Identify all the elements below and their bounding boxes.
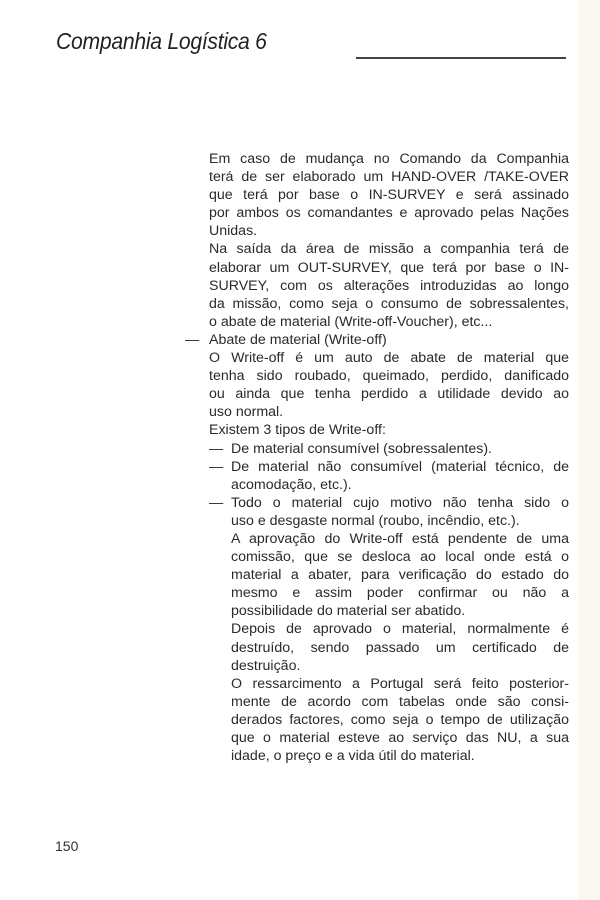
em-dash: — [209,458,224,475]
paragraph-types-intro [209,421,569,439]
em-dash: — [209,440,224,457]
running-header-title: Companhia Logística 6 [56,28,267,54]
text-line: da missão, como seja o consumo de sobressalentes, [209,295,569,312]
em-dash: — [185,331,200,348]
text-line: tenha sido roubado, queimado, perdido, danificado [209,368,569,385]
paragraph-write-off-definition [209,349,569,421]
text-line: De material consumível (sobressalentes). [231,440,492,457]
text-line: mente de acordo com tabelas onde são consi- [231,693,569,710]
text-line: destruído, sendo passado um certificado de [231,639,569,656]
text-line: material a abater, para verificação do estado do [231,567,569,584]
text-line: destruição. [231,657,301,674]
paragraph-approval [231,530,569,620]
text-line: comissão, que se desloca ao local onde está o [231,549,569,566]
text-line: elaborar um OUT-SURVEY, que terá por base o IN- [209,259,569,276]
text-line: por ambos os comandantes e aprovado pelas Nações [209,205,569,222]
body-text [185,150,569,765]
header-rule [356,57,566,59]
list-item [209,458,569,494]
text-line: que o material esteve ao serviço das NU, a sua [231,730,569,746]
page-edge [578,0,600,900]
text-line: O ressarcimento a Portugal será feito posterior- [231,675,569,692]
paragraph-out-survey [209,240,569,330]
text-line: Em caso de mudança no Comando da Companhia [209,151,569,167]
section-heading-write-off [185,331,569,349]
em-dash: — [209,494,224,511]
paragraph-hand-over [209,150,569,240]
text-line: mesmo e assim poder confirmar ou não a [231,585,569,602]
list-item [209,494,569,530]
text-line: acomodação, etc.). [231,476,352,493]
text-line: uso normal. [209,404,284,421]
text-line: De material não consumível (material técnico, de [231,458,569,475]
list-item [209,440,569,458]
text-line: SURVEY, com os alterações introduzidas ao longo [209,277,569,294]
text-line: terá de ser elaborado um HAND-OVER /TAKE-OVER [209,169,569,186]
paragraph-reimbursement [231,675,569,765]
text-line: derados factores, como seja o tempo de utilização [231,711,569,728]
text-line: possibilidade do material ser abatido. [231,603,466,620]
text-line: A aprovação do Write-off está pendente de uma [231,530,569,547]
text-line: Na saída da área de missão a companhia terá de [209,241,569,258]
text-line: idade, o preço e a vida útil do material. [231,748,475,765]
page-number: 150 [55,838,79,854]
text-line: Todo o material cujo motivo não tenha sido o [231,494,569,511]
text-line: o abate de material (Write-off-Voucher), etc... [209,313,493,330]
text-line: Depois de aprovado o material, normalmente é [231,621,569,638]
text-line: que terá por base o IN-SURVEY e será assinado [209,187,569,204]
text-line: Unidas. [209,223,258,240]
text-line: O Write-off é um auto de abate de material que [209,350,569,367]
text-line: Existem 3 tipos de Write-off: [209,422,386,439]
text-line: ou ainda que tenha perdido a utilidade devido ao [209,386,569,403]
paragraph-destruction [231,620,569,674]
section-heading-text: Abate de material (Write-off) [209,331,387,348]
text-line: uso e desgaste normal (roubo, incêndio, etc.). [231,512,520,529]
